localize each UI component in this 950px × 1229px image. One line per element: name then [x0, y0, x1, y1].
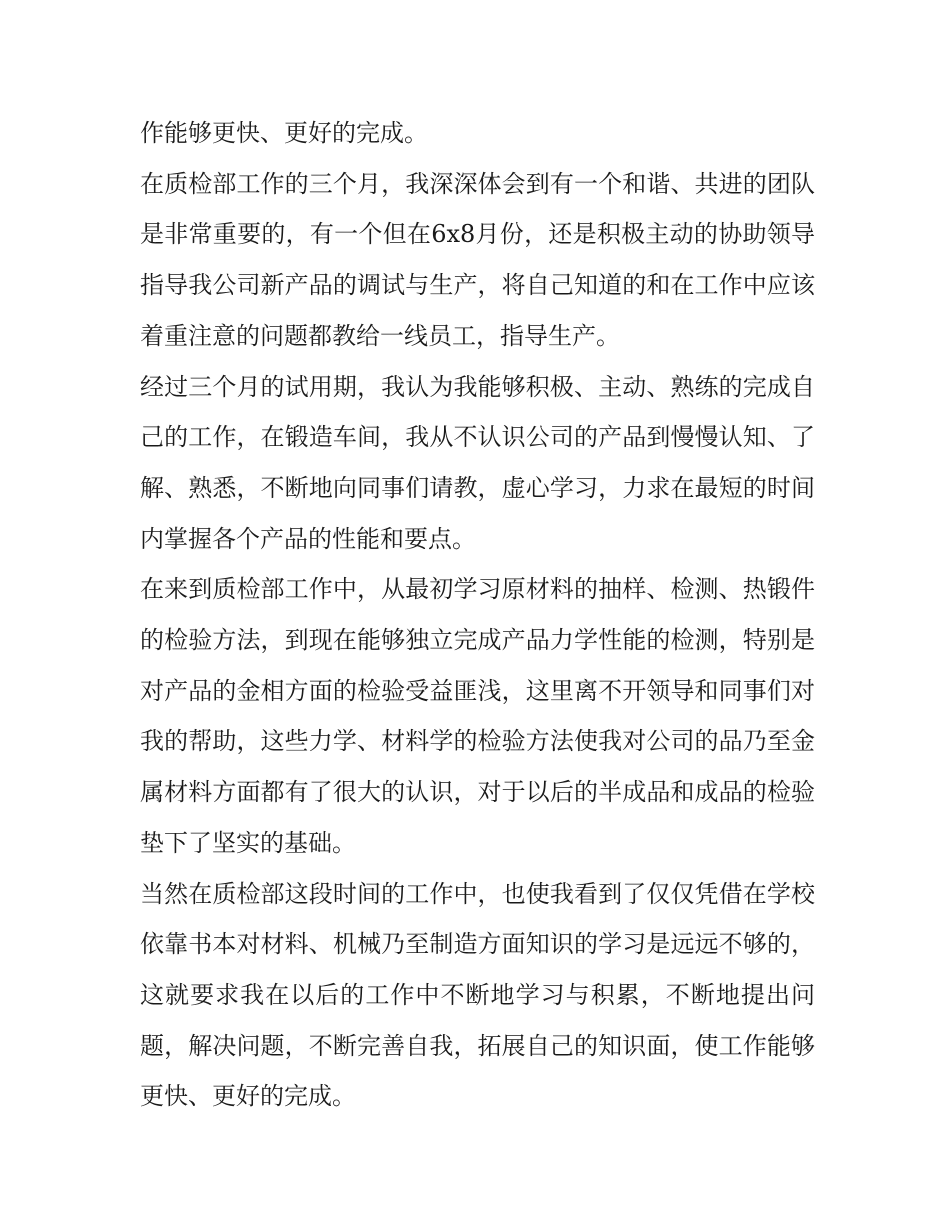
paragraph-3: 经过三个月的试用期，我认为我能够积极、主动、熟练的完成自己的工作，在锻造车间，我从不认识公司的产品到慢慢认知、了解、熟悉，不断地向同事们请教，虚心学习，力求在最短的时间内掌握各个产品的性能和要点。	[140, 372, 815, 553]
paragraph-2: 在质检部工作的三个月，我深深体会到有一个和谐、共进的团队是非常重要的，有一个但在6x8月份，还是积极主动的协助领导指导我公司新产品的调试与生产，将自己知道的和在工作中应该着重注意的问题都教给一线员工，指导生产。	[140, 169, 815, 350]
paragraph-5: 当然在质检部这段时间的工作中，也使我看到了仅仅凭借在学校依靠书本对材料、机械乃至制造方面知识的学习是远远不够的，这就要求我在以后的工作中不断地学习与积累，不断地提出问题，解决问题，不断完善自我，拓展自己的知识面，使工作能够更快、更好的完成。	[140, 879, 815, 1111]
paragraph-1: 作能够更快、更好的完成。	[140, 119, 428, 147]
document-body	[140, 108, 815, 1122]
paragraph-4: 在来到质检部工作中，从最初学习原材料的抽样、检测、热锻件的检验方法，到现在能够独立完成产品力学性能的检测，特别是对产品的金相方面的检验受益匪浅，这里离不开领导和同事们对我的帮助，这些力学、材料学的检验方法使我对公司的品乃至金属材料方面都有了很大的认识，对于以后的半成品和成品的检验垫下了坚实的基础。	[140, 575, 815, 857]
